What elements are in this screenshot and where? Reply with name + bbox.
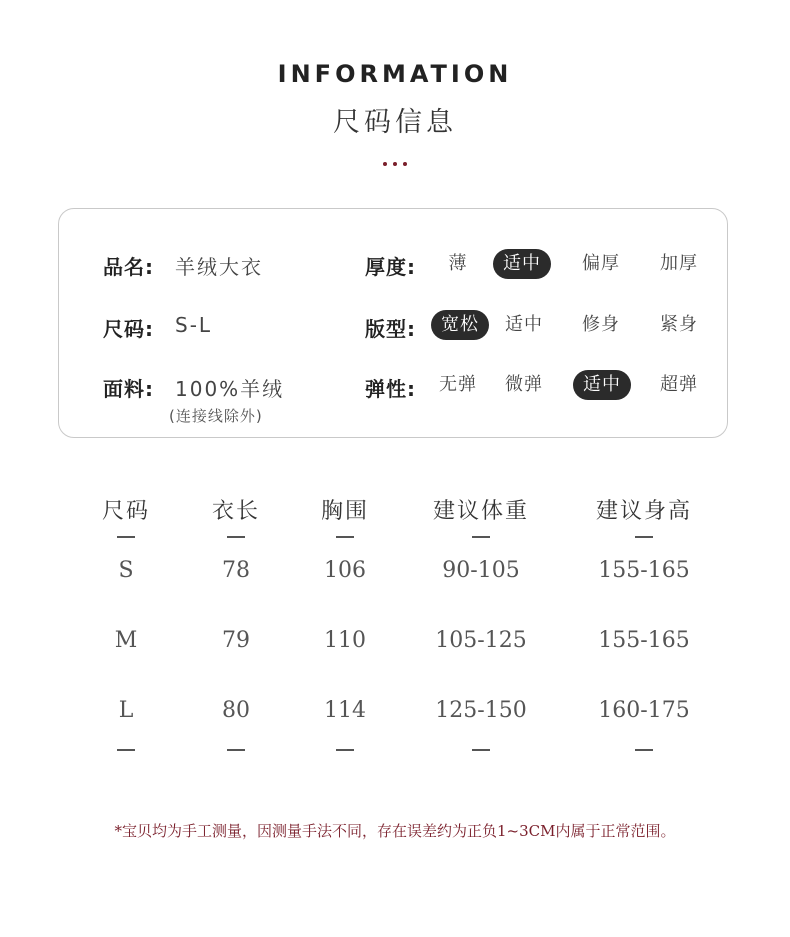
- table-header: 尺码: [101, 499, 150, 524]
- header-divider: [227, 536, 245, 538]
- header-divider: [117, 536, 135, 538]
- thickness-label: 厚度:: [365, 255, 416, 279]
- table-cell: 125-150: [435, 698, 527, 723]
- thickness-option: 加厚: [660, 253, 698, 274]
- table-cell: 90-105: [442, 558, 520, 583]
- table-cell: 110: [324, 628, 366, 653]
- product-info-card: [58, 208, 728, 438]
- measurement-footnote: *宝贝均为手工测量，因测量手法不同，存在误差约为正负1~3CM内属于正常范围。: [114, 822, 676, 840]
- fabric-note: (连接线除外): [169, 407, 263, 425]
- table-cell: 105-125: [435, 628, 527, 653]
- elasticity-option: 超弹: [660, 374, 698, 395]
- fabric-label: 面料:: [103, 377, 154, 401]
- table-cell: 106: [324, 558, 366, 583]
- english-title: INFORMATION: [277, 60, 513, 88]
- table-cell: 160-175: [598, 698, 690, 723]
- elasticity-label: 弹性:: [365, 377, 416, 401]
- table-cell: 114: [324, 698, 366, 723]
- header-divider: [472, 536, 490, 538]
- size-value: S-L: [175, 313, 213, 337]
- fit-option: 修身: [582, 314, 620, 335]
- chinese-title: 尺码信息: [333, 107, 457, 138]
- table-cell: 78: [222, 558, 250, 583]
- fit-option: 宽松: [431, 310, 489, 340]
- table-header: 衣长: [211, 499, 260, 524]
- table-header: 建议身高: [595, 499, 692, 524]
- footer-divider: [117, 749, 135, 751]
- elasticity-option: 适中: [573, 370, 631, 400]
- table-header: 胸围: [320, 499, 369, 524]
- table-header: 建议体重: [432, 499, 529, 524]
- thickness-option: 薄: [448, 253, 468, 274]
- footer-divider: [472, 749, 490, 751]
- footer-divider: [635, 749, 653, 751]
- footer-divider: [227, 749, 245, 751]
- header-divider: [336, 536, 354, 538]
- thickness-option: 适中: [493, 249, 551, 279]
- table-cell: 80: [222, 698, 250, 723]
- size-label: 尺码:: [103, 317, 154, 341]
- table-cell: L: [118, 698, 134, 723]
- fabric-value: 100%羊绒: [175, 377, 285, 401]
- name-label: 品名:: [103, 255, 154, 279]
- fit-label: 版型:: [365, 317, 416, 341]
- table-cell: 155-165: [598, 558, 690, 583]
- table-cell: M: [114, 628, 138, 653]
- elasticity-option: 无弹: [439, 374, 477, 395]
- fit-option: 紧身: [660, 314, 698, 335]
- fit-option: 适中: [505, 314, 543, 335]
- table-cell: 155-165: [598, 628, 690, 653]
- decorative-dots: [0, 151, 790, 170]
- elasticity-option: 微弹: [505, 374, 543, 395]
- header-divider: [635, 536, 653, 538]
- table-cell: S: [118, 558, 134, 583]
- name-value: 羊绒大衣: [175, 255, 263, 279]
- table-cell: 79: [222, 628, 250, 653]
- thickness-option: 偏厚: [582, 253, 620, 274]
- footer-divider: [336, 749, 354, 751]
